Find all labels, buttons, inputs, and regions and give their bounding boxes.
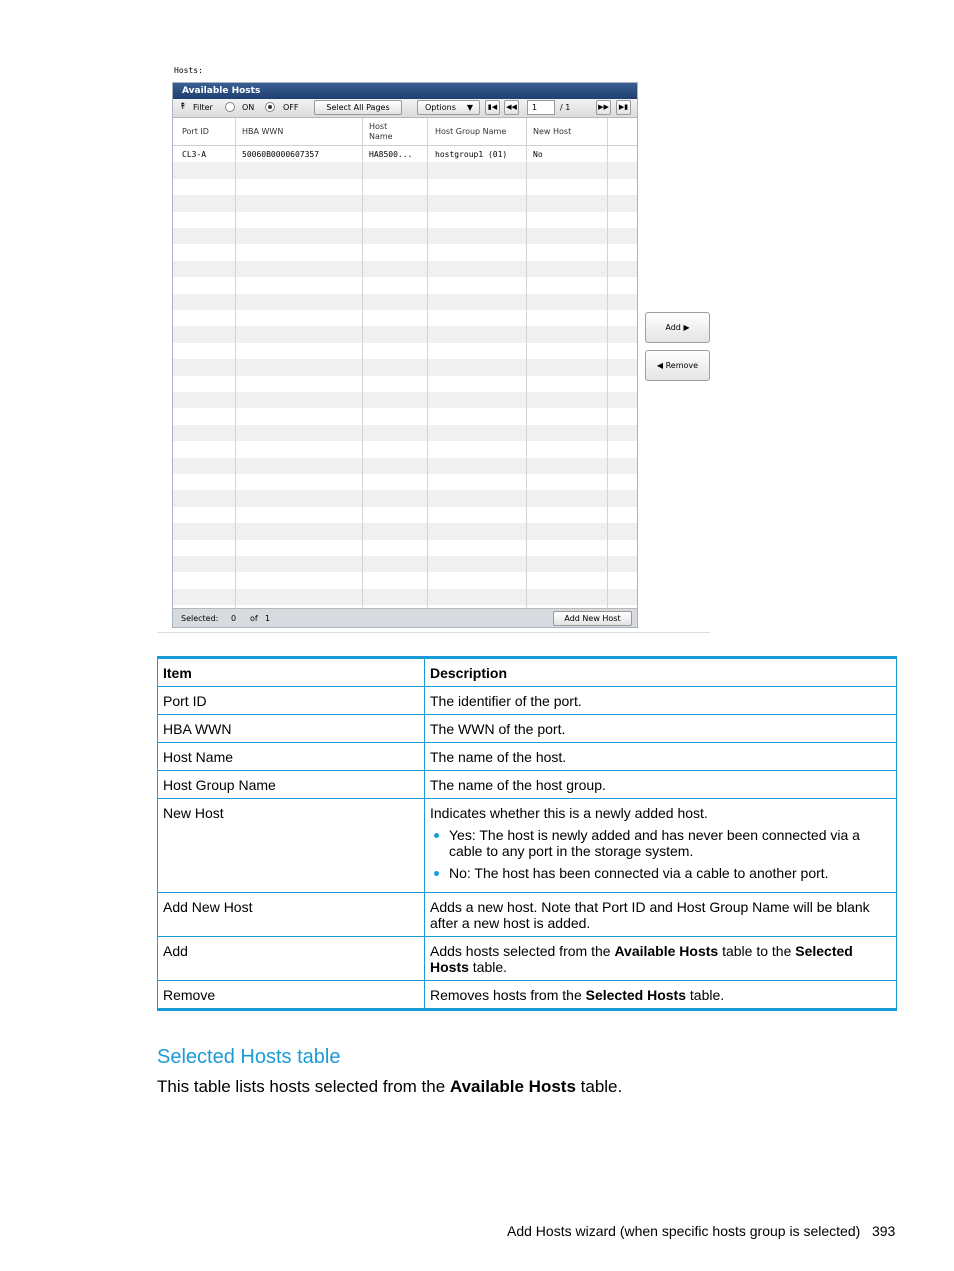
table-header-row bbox=[158, 658, 897, 687]
grid-cell: hostgroup1 (01) bbox=[435, 150, 508, 159]
item-cell: Remove bbox=[158, 981, 425, 1010]
table-row[interactable] bbox=[173, 507, 637, 523]
description-cell: Adds a new host. Note that Port ID and Host Group Name will be blank after a new host is added. bbox=[425, 893, 897, 937]
table-row bbox=[158, 743, 897, 771]
options-label: Options bbox=[425, 103, 456, 112]
hosts-grid bbox=[173, 118, 637, 608]
list-item: No: The host has been connected via a cable to another port. bbox=[449, 865, 891, 881]
table-row[interactable] bbox=[173, 556, 637, 572]
table-row[interactable] bbox=[173, 261, 637, 277]
item-cell: New Host bbox=[158, 799, 425, 893]
grid-cell: No bbox=[533, 150, 543, 159]
options-button[interactable] bbox=[417, 100, 480, 115]
screenshot-divider bbox=[157, 632, 710, 633]
table-row[interactable] bbox=[173, 490, 637, 506]
table-row[interactable] bbox=[173, 179, 637, 195]
table-row[interactable] bbox=[173, 310, 637, 326]
item-cell: Host Group Name bbox=[158, 771, 425, 799]
col-port-id[interactable]: Port ID bbox=[182, 127, 209, 136]
table-row[interactable] bbox=[173, 523, 637, 539]
chevron-down-icon: ▼ bbox=[466, 103, 473, 112]
select-all-pages-button[interactable]: Select All Pages bbox=[314, 100, 402, 115]
section-heading: Selected Hosts table bbox=[157, 1046, 341, 1068]
grid-header bbox=[173, 118, 637, 146]
toolbar bbox=[173, 99, 637, 118]
para-bold: Available Hosts bbox=[449, 1077, 576, 1096]
desc-text: table. bbox=[689, 987, 725, 1003]
table-row[interactable] bbox=[173, 343, 637, 359]
desc-bold: Selected Hosts bbox=[430, 943, 853, 975]
panel-title: Available Hosts bbox=[173, 83, 637, 99]
last-page-icon[interactable]: ▶▮ bbox=[616, 100, 631, 115]
table-row[interactable] bbox=[173, 294, 637, 310]
remove-button[interactable] bbox=[645, 350, 710, 381]
page-total: / 1 bbox=[560, 103, 571, 112]
section-paragraph bbox=[157, 1077, 622, 1097]
filter-off-radio[interactable] bbox=[265, 102, 275, 112]
page-footer bbox=[507, 1223, 895, 1239]
caret-right-icon: ▶ bbox=[683, 323, 690, 332]
col-new-host[interactable]: New Host bbox=[533, 127, 572, 136]
item-cell: Add New Host bbox=[158, 893, 425, 937]
bullet-list bbox=[430, 827, 891, 881]
table-row[interactable] bbox=[173, 425, 637, 441]
para-text: table. bbox=[580, 1077, 623, 1096]
description-text: Indicates whether this is a newly added host. bbox=[430, 805, 708, 821]
para-text: This table lists hosts selected from the bbox=[157, 1077, 446, 1096]
total-count: 1 bbox=[265, 614, 271, 623]
desc-bold: Available Hosts bbox=[614, 943, 719, 959]
table-row[interactable] bbox=[173, 589, 637, 605]
col-host-name[interactable]: Host Name bbox=[369, 122, 393, 141]
grid-footer bbox=[173, 608, 637, 627]
table-row[interactable] bbox=[173, 392, 637, 408]
table-row[interactable] bbox=[173, 572, 637, 588]
table-row[interactable] bbox=[173, 359, 637, 375]
desc-text: table. bbox=[472, 959, 508, 975]
filter-label[interactable]: Filter bbox=[193, 103, 213, 112]
table-row bbox=[158, 715, 897, 743]
footer-title: Add Hosts wizard (when specific hosts group is selected) bbox=[507, 1223, 861, 1239]
desc-text: table to the bbox=[722, 943, 792, 959]
description-cell: The WWN of the port. bbox=[425, 715, 897, 743]
table-row[interactable] bbox=[173, 195, 637, 211]
description-cell bbox=[425, 937, 897, 981]
description-cell: The name of the host group. bbox=[425, 771, 897, 799]
item-description-table bbox=[157, 656, 897, 1011]
desc-text: Adds hosts selected from the bbox=[430, 943, 611, 959]
description-cell bbox=[425, 799, 897, 893]
table-row[interactable] bbox=[173, 408, 637, 424]
filter-on-radio[interactable] bbox=[225, 102, 235, 112]
page-number: 393 bbox=[871, 1223, 896, 1239]
table-row bbox=[158, 981, 897, 1010]
col-hba-wwn[interactable]: HBA WWN bbox=[242, 127, 284, 136]
table-row[interactable] bbox=[173, 244, 637, 260]
table-row[interactable] bbox=[173, 146, 637, 162]
desc-bold: Selected Hosts bbox=[585, 987, 686, 1003]
add-button[interactable] bbox=[645, 312, 710, 343]
table-row bbox=[158, 893, 897, 937]
list-item: Yes: The host is newly added and has never been connected via a cable to any port in the storage system. bbox=[449, 827, 891, 859]
table-row bbox=[158, 771, 897, 799]
collapse-filter-icon[interactable]: ↟ bbox=[179, 102, 187, 112]
first-page-icon[interactable]: ▮◀ bbox=[485, 100, 500, 115]
remove-label: Remove bbox=[665, 361, 699, 370]
table-row[interactable] bbox=[173, 212, 637, 228]
table-row bbox=[158, 937, 897, 981]
item-cell: HBA WWN bbox=[158, 715, 425, 743]
desc-text: Removes hosts from the bbox=[430, 987, 582, 1003]
header-item: Item bbox=[158, 658, 425, 687]
grid-cell: HA8500... bbox=[369, 150, 413, 159]
header-description: Description bbox=[425, 658, 897, 687]
add-new-host-button[interactable]: Add New Host bbox=[553, 611, 632, 626]
grid-cell: CL3-A bbox=[182, 150, 207, 159]
filter-off-label: OFF bbox=[283, 103, 299, 112]
table-row[interactable] bbox=[173, 441, 637, 457]
table-row[interactable] bbox=[173, 326, 637, 342]
of-label: of bbox=[250, 614, 258, 623]
add-label: Add bbox=[665, 323, 681, 332]
caret-left-icon: ◀ bbox=[656, 361, 664, 370]
available-hosts-panel bbox=[172, 82, 638, 628]
col-host-group-name[interactable]: Host Group Name bbox=[435, 127, 507, 136]
table-row[interactable] bbox=[173, 458, 637, 474]
item-cell: Add bbox=[158, 937, 425, 981]
filter-on-label: ON bbox=[242, 103, 255, 112]
table-row[interactable] bbox=[173, 162, 637, 178]
table-row[interactable] bbox=[173, 474, 637, 490]
table-row[interactable] bbox=[173, 376, 637, 392]
item-cell: Port ID bbox=[158, 687, 425, 715]
table-row[interactable] bbox=[173, 277, 637, 293]
description-cell: The identifier of the port. bbox=[425, 687, 897, 715]
previous-page-icon[interactable]: ◀◀ bbox=[504, 100, 519, 115]
hosts-label: Hosts: bbox=[174, 66, 203, 75]
table-row[interactable] bbox=[173, 228, 637, 244]
description-cell bbox=[425, 981, 897, 1010]
table-row[interactable] bbox=[173, 540, 637, 556]
selected-count: 0 bbox=[231, 614, 237, 623]
table-row bbox=[158, 687, 897, 715]
page-number-input[interactable]: 1 bbox=[527, 100, 555, 115]
table-row bbox=[158, 799, 897, 893]
item-cell: Host Name bbox=[158, 743, 425, 771]
grid-cell: 50060B0000607357 bbox=[242, 150, 320, 159]
description-cell: The name of the host. bbox=[425, 743, 897, 771]
next-page-icon[interactable]: ▶▶ bbox=[596, 100, 611, 115]
selected-label: Selected: bbox=[181, 614, 219, 623]
